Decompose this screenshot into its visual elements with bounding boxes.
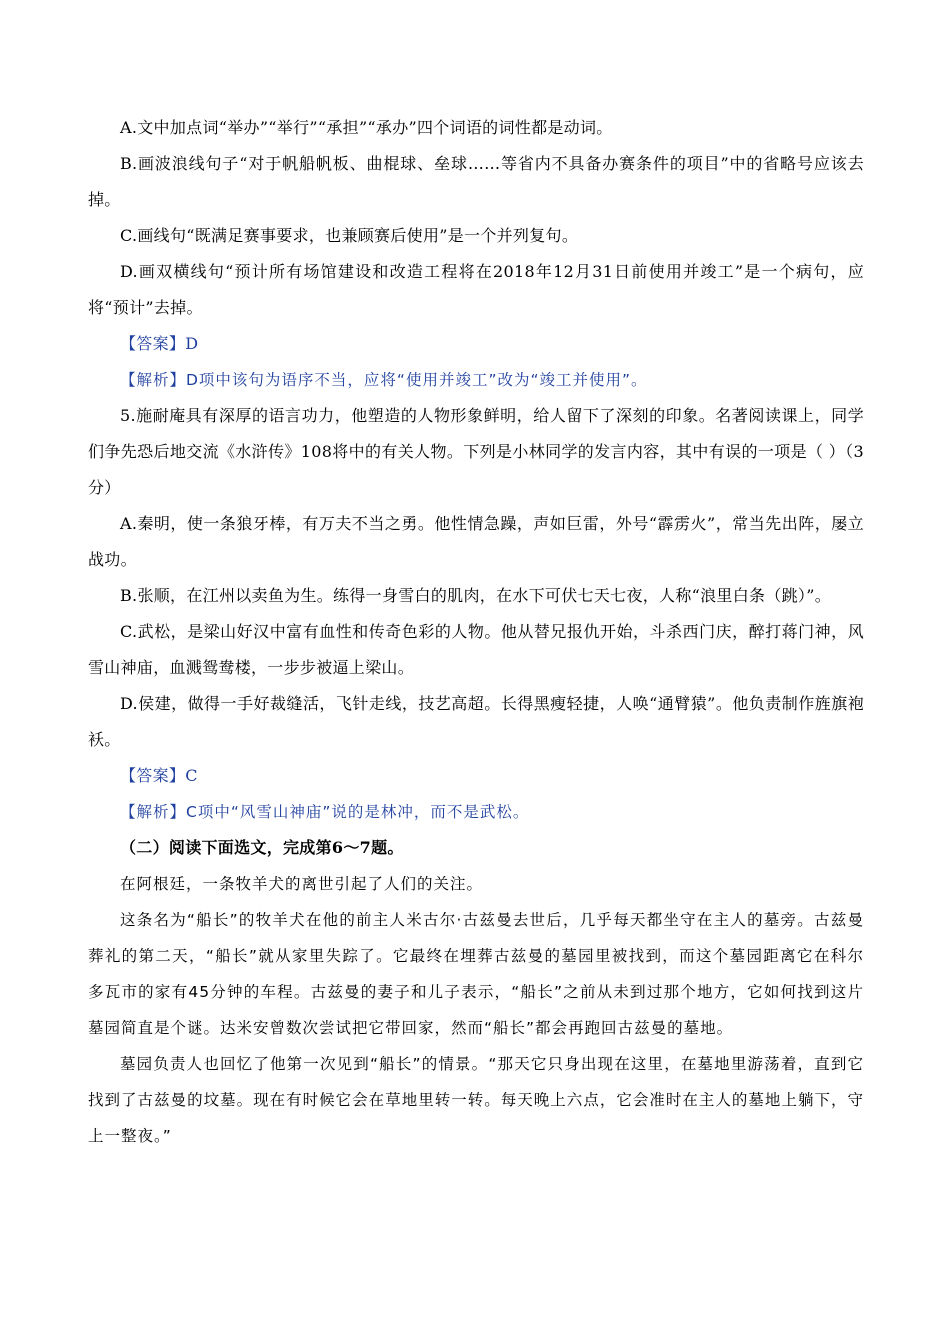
passage-paragraph-3: 墓园负责人也回忆了他第一次见到“船长”的情景。“那天它只身出现在这里，在墓地里游荡着，直到它找到了古兹曼的坟墓。现在有时候它会在草地里转一转。每天晚上六点，它会准时在主人的墓地上躺下，守上一整夜。” — [88, 1055, 864, 1145]
passage-paragraph-2: 这条名为“船长”的牧羊犬在他的前主人米古尔·古兹曼去世后，几乎每天都坐守在主人的墓旁。古兹曼葬礼的第二天，“船长”就从家里失踪了。它最终在埋葬古兹曼的墓园里被找到，而这个墓园距离它在科尔多瓦市的家有45分钟的车程。古兹曼的妻子和儿子表示，“船长”之前从未到过那个地方，它如何找到这片墓园简直是个谜。达米安曾数次尝试把它带回家，然而“船长”都会再跑回古兹曼的墓地。 — [88, 911, 864, 1037]
q4-analysis: 【解析】D项中该句为语序不当，应将“使用并竣工”改为“竣工并使用”。 — [120, 371, 648, 389]
q4-answer: 【答案】D — [120, 334, 199, 353]
q4-option-a: A.文中加点词“举办”“举行”“承担”“承办”四个词语的词性都是动词。 — [120, 118, 613, 137]
q5-option-b: B.张顺，在江州以卖鱼为生。练得一身雪白的肌肉，在水下可伏七天七夜，人称“浪里白条（跳）”。 — [120, 586, 832, 605]
q4-option-d: D.画双横线句“预计所有场馆建设和改造工程将在2018年12月31日前使用并竣工”是一个病句，应将“预计”去掉。 — [88, 262, 864, 317]
q4-option-b: B.画波浪线句子“对于帆船帆板、曲棍球、垒球……等省内不具备办赛条件的项目”中的省略号应该去掉。 — [88, 154, 864, 209]
q5-option-a: A.秦明，使一条狼牙棒，有万夫不当之勇。他性情急躁，声如巨雷，外号“霹雳火”，常当先出阵，屡立战功。 — [88, 514, 864, 569]
document-page — [88, 110, 864, 1154]
q4-option-c: C.画线句“既满足赛事要求，也兼顾赛后使用”是一个并列复句。 — [120, 226, 579, 245]
q5-stem: 5.施耐庵具有深厚的语言功力，他塑造的人物形象鲜明，给人留下了深刻的印象。名著阅读课上，同学们争先恐后地交流《水浒传》108将中的有关人物。下列是小林同学的发言内容，其中有误的一项是（ ）（3分） — [88, 406, 864, 497]
section-2-heading: （二）阅读下面选文，完成第6～7题。 — [120, 838, 404, 857]
q5-option-d: D.侯建，做得一手好裁缝活，飞针走线，技艺高超。长得黑瘦轻捷，人唤“通臂猿”。他负责制作旌旗袍袄。 — [88, 694, 864, 749]
passage-paragraph-1: 在阿根廷，一条牧羊犬的离世引起了人们的关注。 — [120, 875, 484, 893]
q5-option-c: C.武松，是梁山好汉中富有血性和传奇色彩的人物。他从替兄报仇开始，斗杀西门庆，醉打蒋门神，风雪山神庙，血溅鸳鸯楼，一步步被逼上梁山。 — [88, 622, 864, 677]
q5-answer: 【答案】C — [120, 766, 198, 785]
q5-analysis: 【解析】C项中“风雪山神庙”说的是林冲，而不是武松。 — [120, 803, 530, 821]
